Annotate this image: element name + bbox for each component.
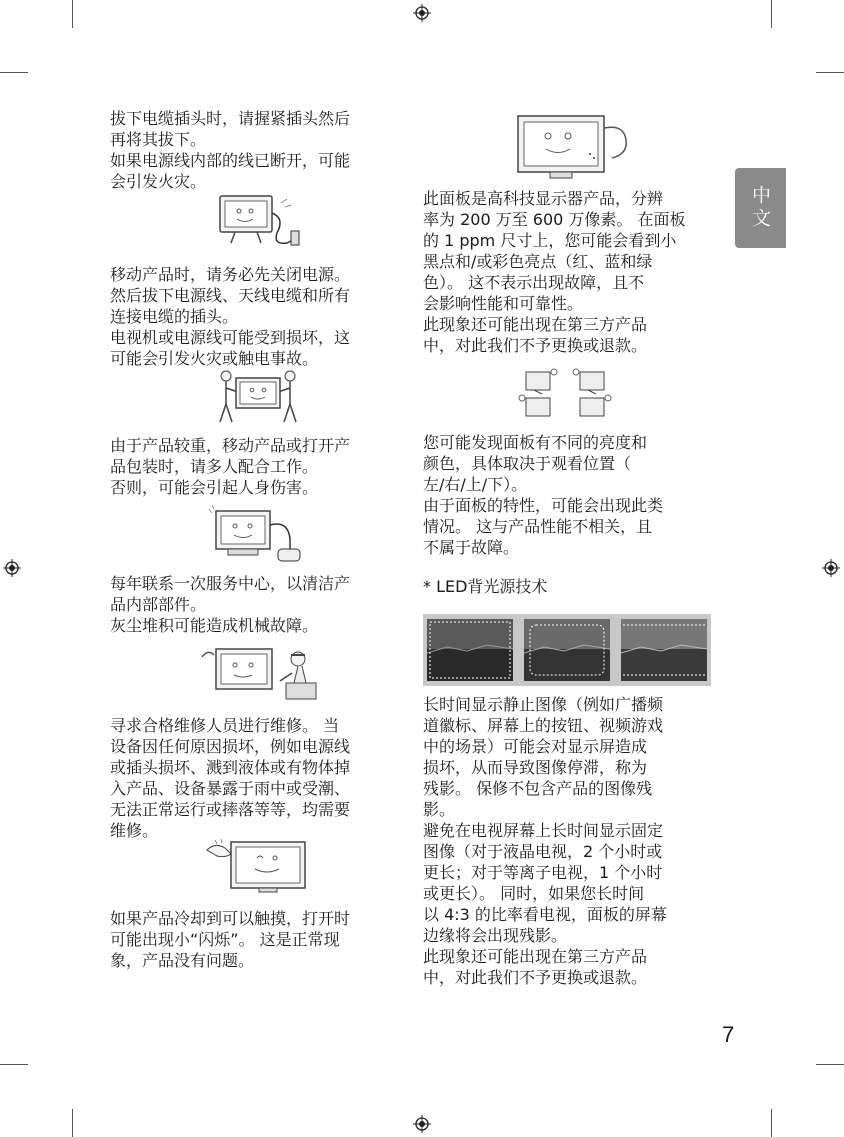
page-number: 7 [722, 1022, 735, 1047]
left-column-block-6 [110, 908, 395, 971]
crop-mark [816, 1064, 844, 1065]
registration-mark-icon [413, 1115, 431, 1133]
left-column-block-5 [110, 715, 395, 841]
language-tab [735, 168, 786, 248]
tv-vacuum-cleaning-illustration [208, 505, 303, 565]
language-tab-label: 中文 [749, 185, 771, 231]
left-column [110, 108, 395, 192]
led-screen-panel [427, 619, 513, 681]
led-backlight-heading: * LED背光源技术 [423, 577, 548, 596]
tv-panel-illustration [516, 114, 634, 182]
heavy-product-warning-text: 由于产品较重，移动产品或打开产 品包装时，请多人配合工作。 否则，可能会引起人身伤害。 [110, 436, 351, 497]
tv-unplug-illustration [215, 193, 305, 253]
right-column-block-4 [423, 694, 713, 988]
crop-mark [72, 1109, 73, 1137]
right-column-block-3 [423, 576, 713, 597]
registration-mark-icon [3, 559, 21, 577]
qualified-service-text: 寻求合格维修人员进行维修。 当 设备因任何原因损坏，例如电源线 或插头损坏、溅到液体或有物体掉 入产品、设备暴露于雨中或受潮、 无法正常运行或摔落等等，均需要 维修。 [110, 716, 351, 840]
crop-mark [816, 72, 844, 73]
crop-mark [771, 1109, 772, 1137]
unplug-warning-text: 拔下电缆插头时，请握紧插头然后 再将其拔下。 如果电源线内部的线已断开，可能 会引发火灾。 [110, 109, 351, 191]
viewing-position-text: 您可能发现面板有不同的亮度和 颜色，具体取决于观看位置（ 左/右/上/下）。 由于面板的特性，可能会出现此类 情况。 这与产品性能不相关，且 不属于故障。 [423, 433, 664, 557]
registration-mark-icon [822, 559, 840, 577]
crop-mark [0, 1064, 28, 1065]
two-people-carrying-tv-illustration [212, 368, 304, 426]
crop-mark [72, 0, 73, 28]
left-column-block-4 [110, 573, 395, 636]
right-column-block-2 [423, 432, 713, 558]
crop-mark [771, 0, 772, 28]
led-backlight-illustration [423, 614, 711, 686]
technician-repair-illustration [198, 643, 326, 703]
left-column-block-2 [110, 264, 395, 369]
hand-touching-tv-illustration [205, 838, 310, 898]
service-center-text: 每年联系一次服务中心，以清洁产 品内部部件。 灰尘堆积可能造成机械故障。 [110, 574, 351, 635]
image-retention-text: 长时间显示静止图像（例如广播频 道徽标、屏幕上的按钮、视频游戏 中的场景）可能会对显示屏造成 损坏，从而导致图像停滞，称为 残影。 保修不包含产品的图像残 影。 避免在电视屏幕上长时间显示固定 图像（对于液晶电视，2 个小时或 更长；对于等离子电视，1 个小时 或更长）。 同时，如果您长时间 以 4:3 的比率看电视，面板的屏幕 边缘将会出现残影。 此现象还可能出现在第三方产品 中，对此我们不予更换或退款。 [423, 695, 667, 987]
flicker-notice-text: 如果产品冷却到可以触摸，打开时 可能出现小“闪烁”。 这是正常现 象，产品没有问题。 [110, 909, 351, 970]
pixel-defect-text: 此面板是高科技显示器产品，分辨 率为 200 万至 600 万像素。 在面板 的 1 ppm 尺寸上，您可能会看到小 黑点和/或彩色亮点（红、蓝和绿 色）。 这不表示出现故障，且不 会影响性能和可靠性。 此现象还可能出现在第三方产品 中，对此我们不予更换或退款。 [423, 189, 686, 355]
led-screen-panel [524, 619, 610, 681]
move-product-warning-text: 移动产品时，请务必先关闭电源。 然后拔下电源线、天线电缆和所有 连接电缆的插头。 电视机或电源线可能受到损坏，这 可能会引发火灾或触电事故。 [110, 265, 351, 368]
right-column [423, 188, 713, 356]
registration-mark-icon [413, 4, 431, 22]
viewing-angle-illustration [518, 368, 618, 422]
left-column-block-3 [110, 435, 395, 498]
crop-mark [0, 72, 28, 73]
led-screen-panel [621, 619, 707, 681]
